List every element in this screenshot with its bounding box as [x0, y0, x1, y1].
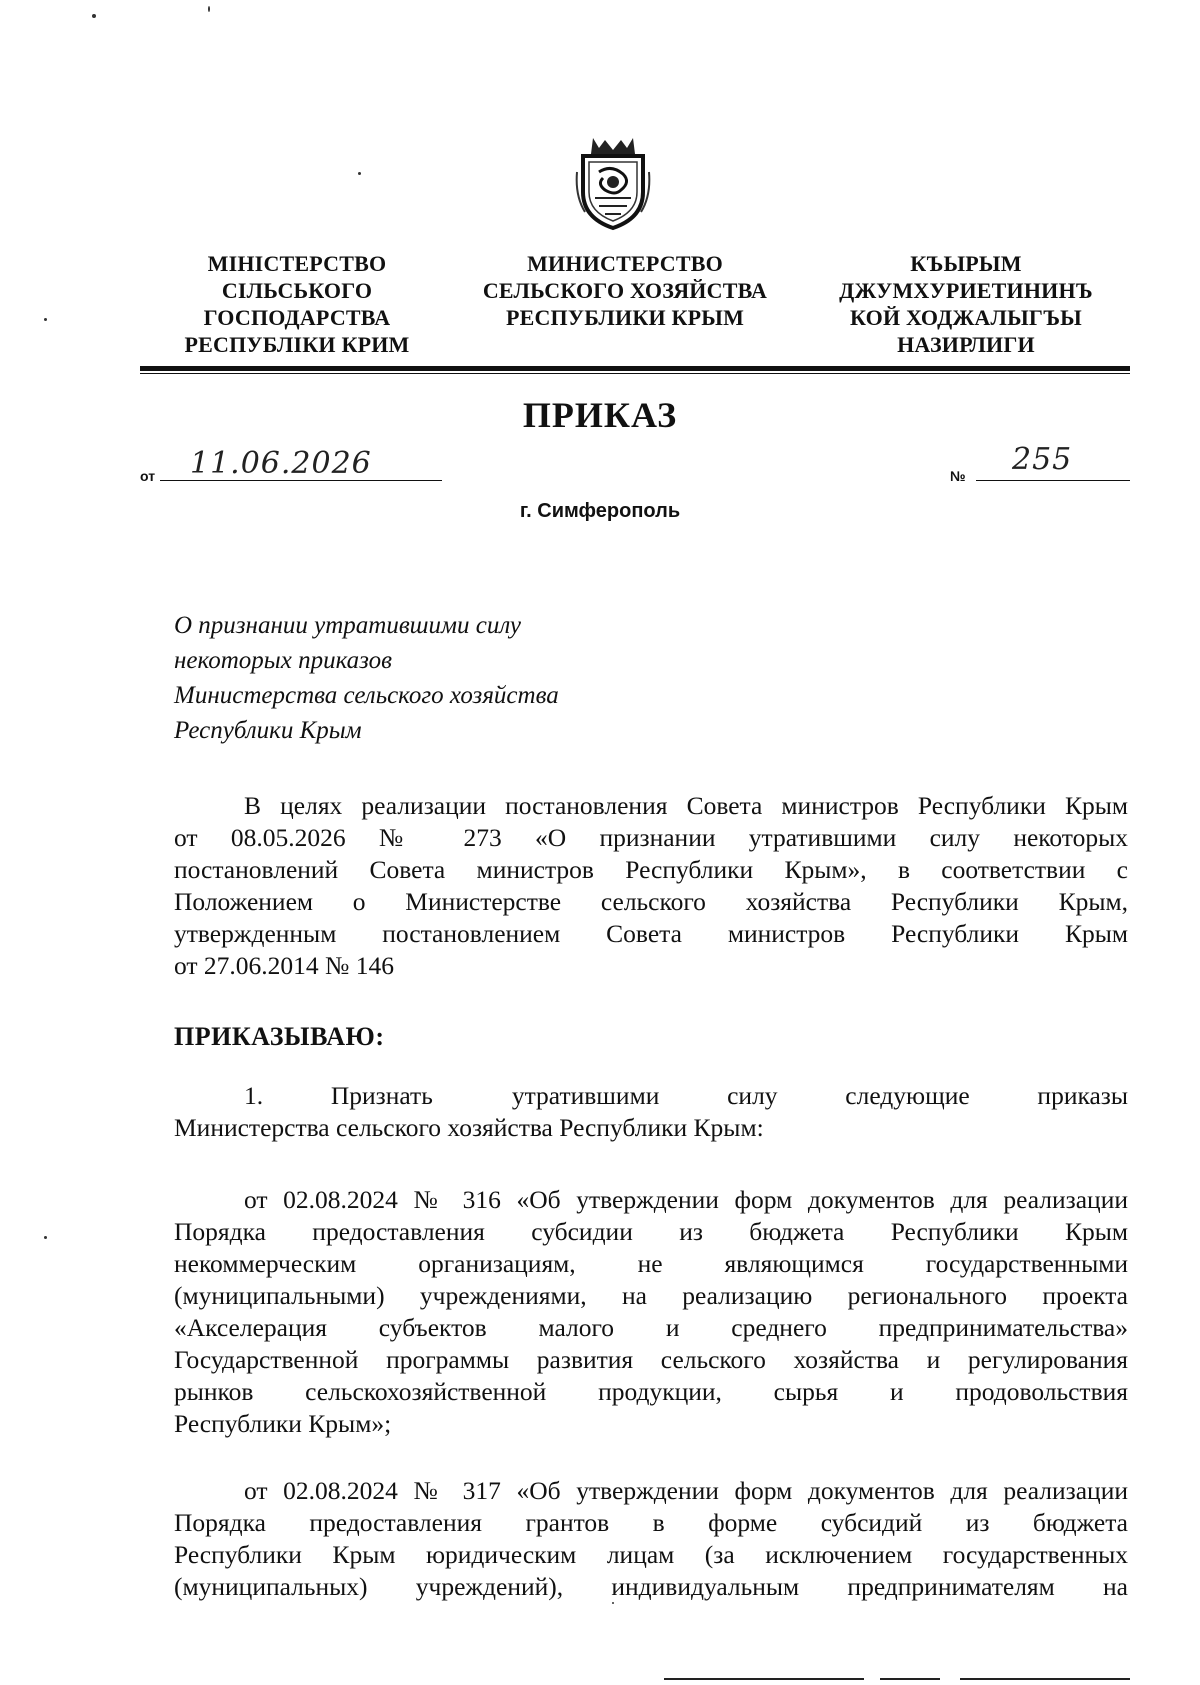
order-316-paragraph: [174, 1184, 1128, 1440]
subject-line: О признании утратившими силу: [174, 612, 522, 639]
scan-speck: [44, 1236, 47, 1239]
subject-line: Республики Крым: [174, 717, 362, 744]
text-line: от 08.05.2026 № 273 «О признании утратившими силу некоторых: [174, 823, 1128, 852]
text-line: 1. Признать утратившими силу следующие приказы: [244, 1081, 1128, 1110]
number-label: №: [950, 468, 966, 484]
text-line: от 02.08.2024 № 316 «Об утверждении форм документов для реализации: [244, 1185, 1128, 1214]
header-line: ГОСПОДАРСТВА: [203, 305, 391, 330]
header-line: КОЙ ХОДЖАЛЫГЪЫ: [850, 305, 1082, 330]
header-line: НАЗИРЛИГИ: [897, 332, 1035, 357]
footer-line: [664, 1678, 864, 1680]
text-line: Порядка предоставления грантов в форме субсидий из бюджета: [174, 1508, 1128, 1537]
header-line: СІЛЬСЬКОГО: [221, 278, 373, 303]
text-line: (муниципальных) учреждений), индивидуальным предпринимателям на: [174, 1572, 1128, 1601]
text-line: рынков сельскохозяйственной продукции, сырья и продовольствия: [174, 1377, 1128, 1406]
date-label: от: [140, 468, 156, 484]
text-line: Положением о Министерстве сельского хозяйства Республики Крым,: [174, 887, 1128, 916]
header-line: РЕСПУБЛІКИ КРИМ: [184, 332, 410, 357]
text-line: постановлений Совета министров Республики Крым», в соответствии с: [174, 855, 1128, 884]
item-1-paragraph: [174, 1080, 1128, 1144]
scan-speck: [358, 172, 361, 175]
subject-heading: [174, 608, 559, 748]
header-russian: [450, 250, 800, 331]
coat-of-arms-icon: [575, 132, 651, 232]
scan-speck: [44, 318, 47, 321]
scan-speck: [612, 1602, 614, 1604]
text-line: В целях реализации постановления Совета министров Республики Крым: [244, 791, 1128, 820]
text-line: Государственной программы развития сельского хозяйства и регулирования: [174, 1345, 1128, 1374]
text-line: от 02.08.2024 № 317 «Об утверждении форм документов для реализации: [244, 1476, 1128, 1505]
footer-line: [960, 1678, 1130, 1680]
text-line: Республики Крым юридическим лицам (за исключением государственных: [174, 1540, 1128, 1569]
header-line: РЕСПУБЛИКИ КРЫМ: [505, 305, 745, 330]
header-line: МІНІСТЕРСТВО: [207, 251, 387, 276]
text-line: (муниципальными) учреждениями, на реализацию регионального проекта: [174, 1281, 1128, 1310]
footer-line: [880, 1678, 940, 1680]
number-value: 255: [1012, 442, 1073, 477]
header-line: МИНИСТЕРСТВО: [527, 251, 723, 276]
header-divider-thin: [140, 373, 1130, 374]
text-line: Министерства сельского хозяйства Республики Крым:: [174, 1113, 764, 1142]
header-line: ДЖУМХУРИЕТИНИНЪ: [839, 278, 1093, 303]
header-line: КЪЫРЫМ: [910, 251, 1022, 276]
subject-line: некоторых приказов: [174, 647, 392, 674]
scan-speck: [92, 14, 96, 18]
text-line: утвержденным постановлением Совета министров Республики Крым: [174, 919, 1128, 948]
preamble-paragraph: [174, 790, 1128, 982]
text-line: Порядка предоставления субсидии из бюджета Республики Крым: [174, 1217, 1128, 1246]
header-line: СЕЛЬСКОГО ХОЗЯЙСТВА: [482, 278, 768, 303]
header-divider: [140, 366, 1130, 371]
text-line: некоммерческим организациям, не являющимся государственными: [174, 1249, 1128, 1278]
text-line: от 27.06.2014 № 146: [174, 951, 395, 980]
date-value: 11.06.2026: [190, 446, 372, 481]
header-ukrainian: [168, 250, 426, 358]
text-line: Республики Крым»;: [174, 1409, 392, 1438]
document-title: ПРИКАЗ: [522, 395, 678, 435]
number-underline: [976, 480, 1130, 481]
city: г. Симферополь: [519, 500, 681, 522]
scan-speck: [208, 6, 210, 12]
subject-line: Министерства сельского хозяйства: [174, 682, 559, 709]
order-directive: ПРИКАЗЫВАЮ:: [174, 1022, 385, 1051]
text-line: «Акселерация субъектов малого и среднего предпринимательства»: [174, 1313, 1128, 1342]
header-crimean-tatar: [820, 250, 1112, 358]
order-317-paragraph: [174, 1475, 1128, 1603]
